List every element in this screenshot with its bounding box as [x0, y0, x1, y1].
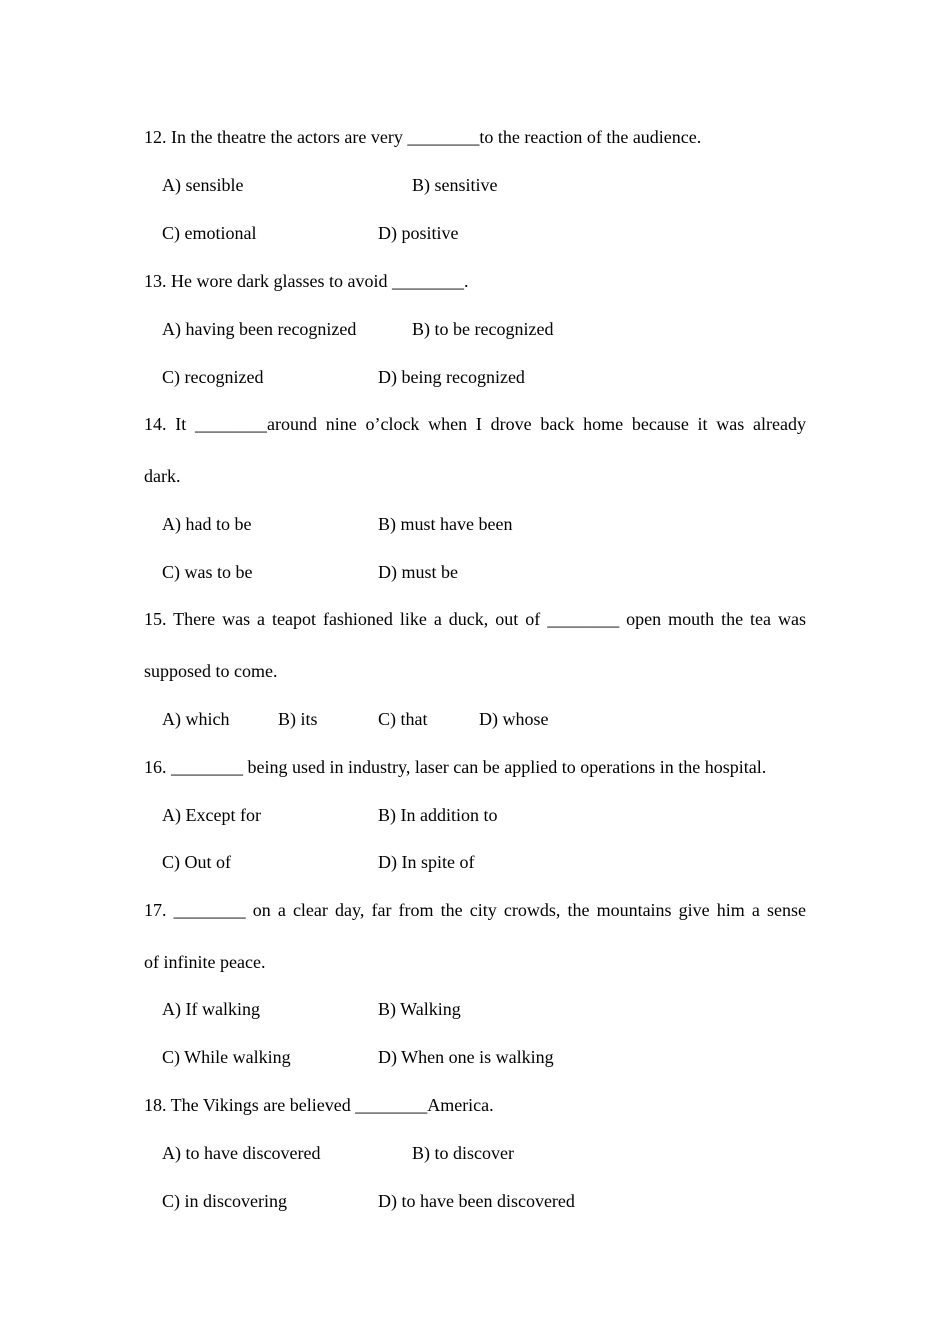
question-17-option-a[interactable]: A) If walking — [162, 999, 260, 1019]
question-16-option-c[interactable]: C) Out of — [162, 852, 231, 872]
question-14-option-a[interactable]: A) had to be — [162, 514, 252, 534]
question-16-stem: 16. ________ being used in industry, laser can be applied to operations in the hospital. — [144, 757, 767, 777]
question-16-option-b[interactable]: B) In addition to — [378, 805, 498, 825]
question-12-option-c[interactable]: C) emotional — [162, 223, 257, 243]
question-14-stem-line1: 14. It ________around nine o’clock when I drove back home because it was already — [144, 414, 806, 434]
question-13-option-c[interactable]: C) recognized — [162, 367, 264, 387]
question-14-option-c[interactable]: C) was to be — [162, 562, 253, 582]
question-12-option-b[interactable]: B) sensitive — [412, 175, 498, 195]
question-17-stem-line1: 17. ________ on a clear day, far from the city crowds, the mountains give him a sense — [144, 900, 806, 920]
question-13-option-b[interactable]: B) to be recognized — [412, 319, 554, 339]
question-12-option-a[interactable]: A) sensible — [162, 175, 244, 195]
question-18-option-a[interactable]: A) to have discovered — [162, 1143, 321, 1163]
question-18-option-c[interactable]: C) in discovering — [162, 1191, 287, 1211]
question-17-stem-line2: of infinite peace. — [144, 952, 266, 972]
question-16-option-d[interactable]: D) In spite of — [378, 852, 475, 872]
question-17-option-b[interactable]: B) Walking — [378, 999, 461, 1019]
question-18-option-d[interactable]: D) to have been discovered — [378, 1191, 575, 1211]
question-15-option-b[interactable]: B) its — [278, 709, 318, 729]
question-13-option-a[interactable]: A) having been recognized — [162, 319, 357, 339]
question-15-stem-line1: 15. There was a teapot fashioned like a duck, out of ________ open mouth the tea was — [144, 609, 806, 629]
question-14-option-d[interactable]: D) must be — [378, 562, 458, 582]
question-18-option-b[interactable]: B) to discover — [412, 1143, 514, 1163]
question-12-stem: 12. In the theatre the actors are very ________to the reaction of the audience. — [144, 127, 702, 147]
question-15-stem-line2: supposed to come. — [144, 661, 278, 681]
question-15-option-d[interactable]: D) whose — [479, 709, 549, 729]
question-17-option-d[interactable]: D) When one is walking — [378, 1047, 554, 1067]
question-16-option-a[interactable]: A) Except for — [162, 805, 261, 825]
question-12-option-d[interactable]: D) positive — [378, 223, 459, 243]
question-15-option-c[interactable]: C) that — [378, 709, 428, 729]
question-17-option-c[interactable]: C) While walking — [162, 1047, 291, 1067]
question-18-stem: 18. The Vikings are believed ________America. — [144, 1095, 494, 1115]
question-15-option-a[interactable]: A) which — [162, 709, 230, 729]
question-13-option-d[interactable]: D) being recognized — [378, 367, 525, 387]
question-14-stem-line2: dark. — [144, 466, 181, 486]
question-14-option-b[interactable]: B) must have been — [378, 514, 513, 534]
question-13-stem: 13. He wore dark glasses to avoid ________. — [144, 271, 469, 291]
